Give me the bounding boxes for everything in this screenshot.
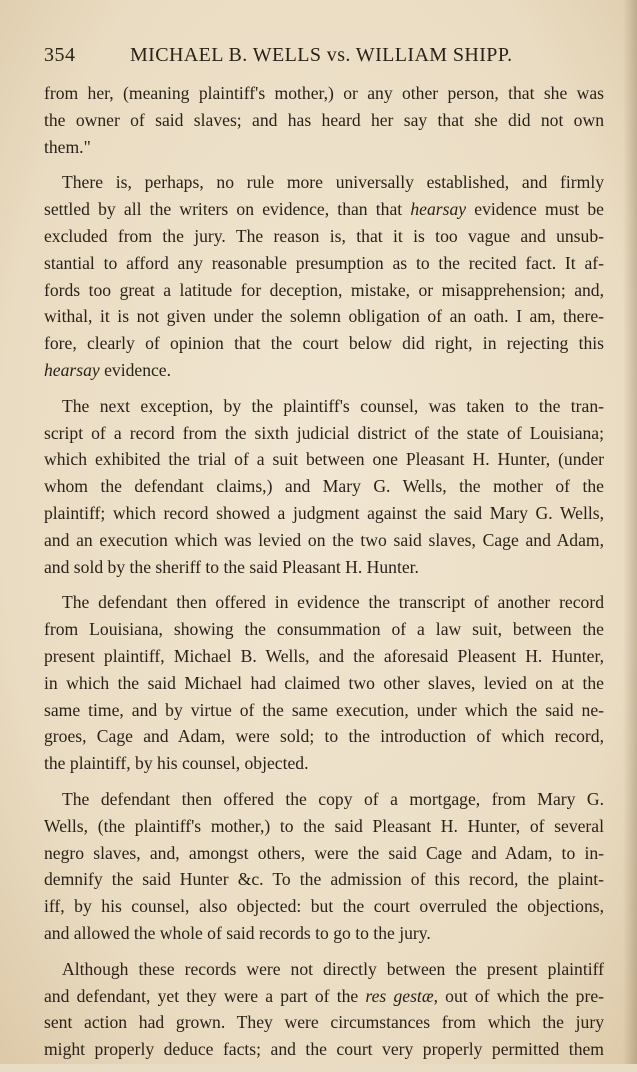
text-line: in which the said Michael had claimed two other slaves, levied on at the: [44, 672, 604, 693]
text-line: from Louisiana, showing the consummation of a law suit, between the: [44, 619, 604, 640]
text-line: might properly deduce facts; and the court very properly permitted them: [44, 1039, 604, 1060]
text-line: hearsay evidence.: [44, 359, 172, 380]
text-line: fore, clearly of opinion that the court below did right, in rejecting this: [44, 333, 604, 354]
paragraph-louisiana-record: [44, 589, 604, 777]
page-edge-shadow: [623, 0, 637, 1064]
page-header: [44, 44, 604, 74]
text-line: The defendant then offered in evidence the transcript of another record: [62, 592, 604, 613]
text-line: demnify the said Hunter &c. To the admission of this record, the plaint-: [44, 869, 604, 890]
text-line: The defendant then offered the copy of a mortgage, from Mary G.: [62, 788, 604, 809]
running-title: MICHAEL B. WELLS vs. WILLIAM SHIPP.: [130, 44, 513, 66]
paragraph-next-exception: [44, 393, 604, 581]
body-text: [44, 80, 604, 1072]
text-line: from her, (meaning plaintiff's mother,) or any other person, that she was: [44, 83, 604, 103]
text-line: There is, perhaps, no rule more universally established, and firmly: [62, 172, 604, 193]
text-line: and defendant, yet they were a part of the res gestæ, out of which the pre-: [44, 985, 604, 1006]
text-line: negro slaves, and, amongst others, were the said Cage and Adam, to in-: [44, 842, 604, 863]
text-line: and sold by the sheriff to the said Pleasant H. Hunter.: [44, 556, 419, 577]
text-line: them.": [44, 136, 91, 157]
text-line: iff, by his counsel, also objected: but the court overruled the objections,: [44, 896, 604, 917]
paragraph-mortgage: [44, 786, 604, 947]
text-line: stantial to afford any reasonable presumption as to the recited fact. It af-: [44, 252, 604, 273]
paragraph-hearsay-rule: [44, 169, 604, 383]
text-line: present plaintiff, Michael B. Wells, and the aforesaid Pleasent H. Hunter,: [44, 645, 604, 666]
text-line: same time, and by virtue of the same execution, under which the said ne-: [44, 699, 604, 720]
page-number: 354: [44, 44, 76, 66]
text-line: withal, it is not given under the solemn obligation of an oath. I am, there-: [44, 306, 604, 327]
text-line: The next exception, by the plaintiff's counsel, was taken to the tran-: [62, 395, 604, 416]
text-line: sent action had grown. They were circumstances from which the jury: [44, 1012, 604, 1033]
text-line: whom the defendant claims,) and Mary G. Wells, the mother of the: [44, 476, 604, 497]
text-line: and an execution which was levied on the two said slaves, Cage and Adam,: [44, 529, 604, 550]
text-line: excluded from the jury. The reason is, that it is too vague and unsub-: [44, 225, 604, 246]
text-line: plaintiff; which record showed a judgment against the said Mary G. Wells,: [44, 502, 604, 523]
text-line: and allowed the whole of said records to go to the jury.: [44, 922, 431, 943]
text-line: Wells, (the plaintiff's mother,) to the said Pleasant H. Hunter, of several: [44, 815, 604, 836]
text-line: which exhibited the trial of a suit between one Pleasant H. Hunter, (under: [44, 449, 604, 470]
text-line: groes, Cage and Adam, were sold; to the introduction of which record,: [44, 726, 604, 747]
text-line: fords too great a latitude for deception, mistake, or misapprehension; and,: [44, 279, 604, 300]
text-line: settled by all the writers on evidence, than that hearsay evidence must be: [44, 199, 604, 220]
text-line: script of a record from the sixth judicial district of the state of Louisiana;: [44, 422, 604, 443]
text-line: the owner of said slaves; and has heard her say that she did not own: [44, 109, 604, 130]
paragraph-continuation: [44, 80, 604, 160]
paragraph-res-gestae: [44, 956, 604, 1063]
text-line: Although these records were not directly between the present plaintiff: [62, 958, 604, 979]
text-line: the plaintiff, by his counsel, objected.: [44, 753, 309, 774]
